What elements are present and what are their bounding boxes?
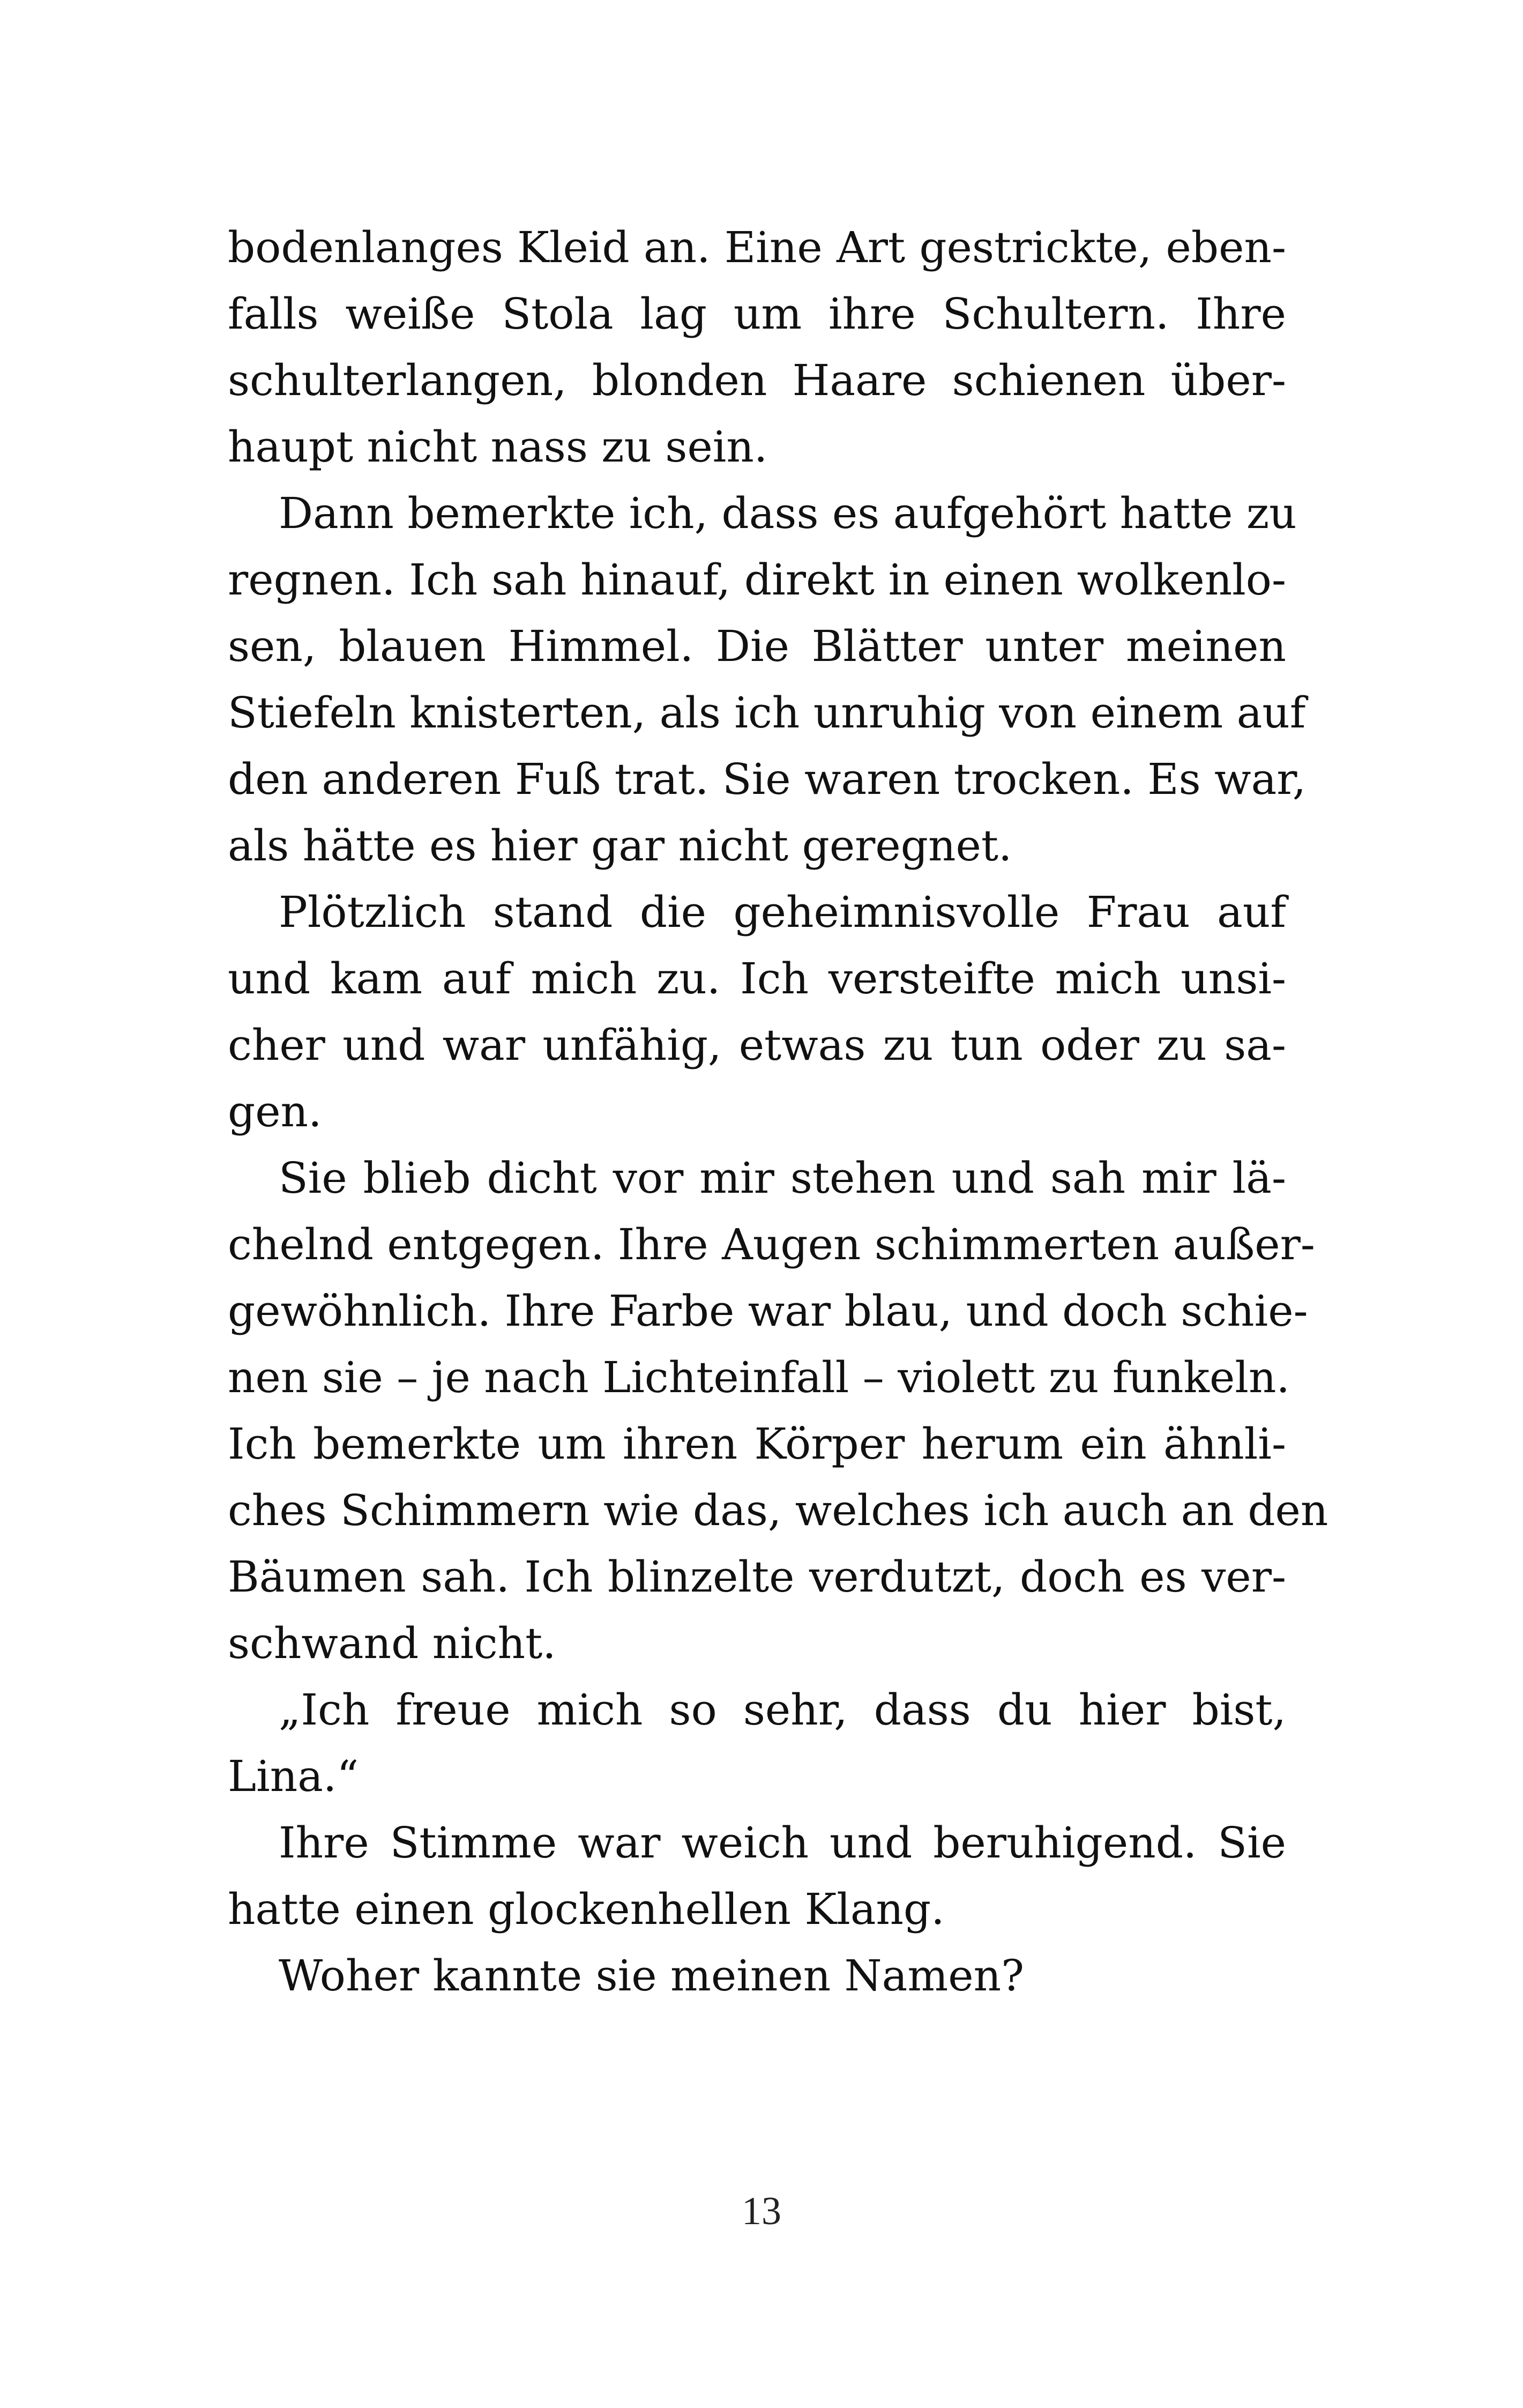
text-line: falls weiße Stola lag um ihre Schultern. Ihre xyxy=(228,289,1286,339)
text-line: Sie blieb dicht vor mir stehen und sah mir lä- xyxy=(279,1153,1286,1203)
text-line: hatte einen glockenhellen Klang. xyxy=(228,1884,945,1934)
text-line: ches Schimmern wie das, welches ich auch an den xyxy=(228,1485,1328,1535)
text-line: als hätte es hier gar nicht geregnet. xyxy=(228,821,1012,871)
text-line: schulterlangen, blonden Haare schienen über- xyxy=(228,355,1286,405)
text-line: sen, blauen Himmel. Die Blätter unter meinen xyxy=(228,621,1286,671)
text-line: Woher kannte sie meinen Namen? xyxy=(279,1951,1024,2001)
text-line: Ich bemerkte um ihren Körper herum ein ähnli- xyxy=(228,1419,1286,1469)
text-line: haupt nicht nass zu sein. xyxy=(228,422,768,472)
text-line: den anderen Fuß trat. Sie waren trocken. Es war, xyxy=(228,754,1307,804)
text-line: bodenlanges Kleid an. Eine Art gestrickte, eben- xyxy=(228,222,1286,272)
text-line: cher und war unfähig, etwas zu tun oder zu sa- xyxy=(228,1020,1286,1070)
text-line: Dann bemerkte ich, dass es aufgehört hatte zu xyxy=(279,488,1297,538)
text-line: Lina.“ xyxy=(228,1751,359,1801)
text-line: regnen. Ich sah hinauf, direkt in einen wolkenlo- xyxy=(228,555,1286,605)
text-line: nen sie – je nach Lichteinfall – violett zu funkeln. xyxy=(228,1352,1290,1402)
text-line: Bäumen sah. Ich blinzelte verdutzt, doch es ver- xyxy=(228,1552,1286,1602)
text-line: Stiefeln knisterten, als ich unruhig von einem auf xyxy=(228,688,1306,738)
text-line: gewöhnlich. Ihre Farbe war blau, und doch schie- xyxy=(228,1286,1308,1336)
text-line: und kam auf mich zu. Ich versteifte mich unsi- xyxy=(228,954,1286,1004)
text-line: schwand nicht. xyxy=(228,1618,556,1668)
page-number: 13 xyxy=(742,2189,781,2233)
text-line: chelnd entgegen. Ihre Augen schimmerten außer- xyxy=(228,1220,1315,1269)
text-line: „Ich freue mich so sehr, dass du hier bist, xyxy=(279,1685,1286,1735)
text-line: Ihre Stimme war weich und beruhigend. Sie xyxy=(279,1818,1286,1868)
text-line: Plötzlich stand die geheimnisvolle Frau auf xyxy=(279,887,1286,937)
body-text xyxy=(228,214,1328,2009)
text-line: gen. xyxy=(228,1087,322,1136)
